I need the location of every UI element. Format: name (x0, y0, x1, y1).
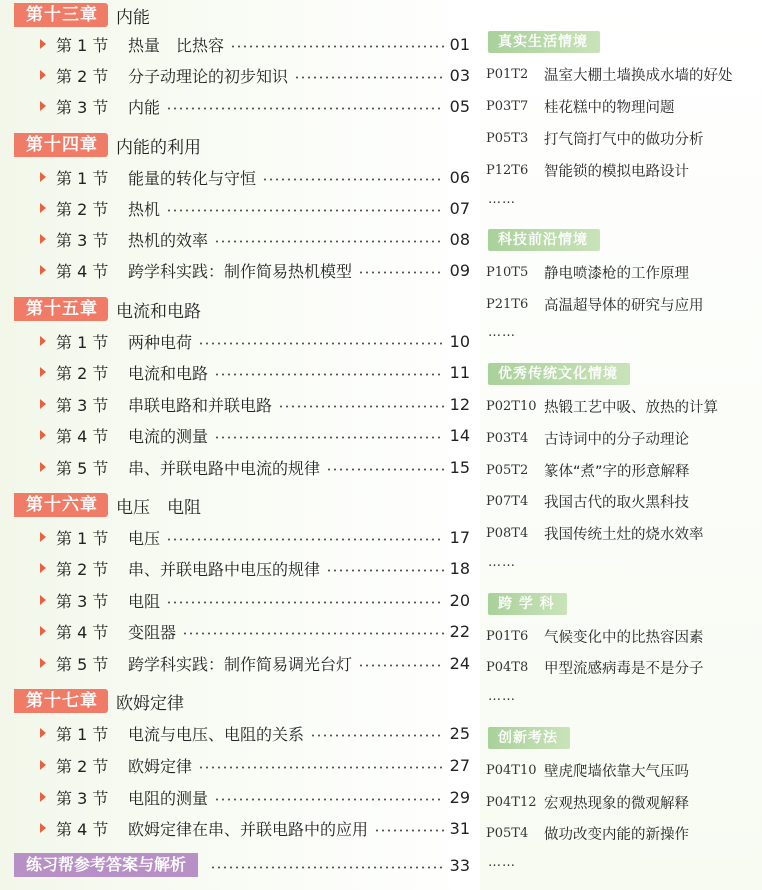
page-number: 08 (449, 229, 470, 249)
toc-entry[interactable] (40, 329, 470, 353)
item-text: 古诗词中的分子动理论 (544, 431, 689, 448)
section-number: 第 1 节 (56, 35, 109, 55)
section-title: 热量 比热容 (128, 35, 225, 55)
more-ellipsis: …… (488, 689, 516, 704)
item-code: P03T7 (486, 98, 529, 114)
section-number: 第 1 节 (56, 168, 109, 188)
bullet-arrow-icon (40, 234, 46, 244)
page-number: 15 (449, 457, 470, 477)
section-title: 电阻 (128, 591, 161, 611)
section-number: 第 3 节 (56, 97, 109, 117)
context-item[interactable] (486, 759, 758, 781)
section-number: 第 4 节 (56, 622, 109, 642)
toc-entry[interactable] (40, 651, 470, 675)
more-ellipsis: …… (488, 192, 516, 207)
section-title: 串、并联电路中电压的规律 (128, 559, 321, 579)
page-number: 27 (449, 755, 470, 775)
item-code: P10T5 (486, 264, 529, 280)
bullet-arrow-icon (40, 823, 46, 833)
section-title: 电流与电压、电阻的关系 (128, 724, 305, 744)
item-code: P04T10 (486, 762, 537, 778)
bullet-arrow-icon (40, 760, 46, 770)
page-number: 25 (449, 723, 470, 743)
toc-entry[interactable] (40, 455, 470, 479)
chapter-tag: 第十四章 (14, 133, 108, 157)
bullet-arrow-icon (40, 367, 46, 377)
context-tag-real-life: 真实生活情境 (488, 31, 600, 53)
page-number: 29 (449, 787, 470, 807)
context-item[interactable] (486, 656, 758, 678)
item-text: 我国古代的取火黑科技 (544, 494, 689, 511)
chapter-tag: 第十三章 (14, 3, 108, 27)
section-title: 热机的效率 (128, 230, 209, 250)
section-title: 变阻器 (128, 622, 177, 642)
item-code: P04T12 (486, 794, 537, 810)
section-title: 串、并联电路中电流的规律 (128, 458, 321, 478)
dot-leader (230, 45, 444, 48)
page-number: 03 (449, 65, 470, 85)
toc-entry[interactable] (40, 556, 470, 580)
bullet-arrow-icon (40, 728, 46, 738)
item-text: 气候变化中的比热容因素 (544, 629, 704, 646)
item-code: P08T4 (486, 525, 529, 541)
section-number: 第 2 节 (56, 66, 109, 86)
dot-leader (310, 734, 444, 737)
section-number: 第 2 节 (56, 199, 109, 219)
context-tag-cross-subject: 跨 学 科 (488, 593, 567, 615)
bullet-arrow-icon (40, 70, 46, 80)
section-title: 跨学科实践：制作简易热机模型 (128, 261, 353, 281)
toc-entry[interactable] (40, 94, 470, 118)
bullet-arrow-icon (40, 172, 46, 182)
section-number: 第 1 节 (56, 528, 109, 548)
item-text: 打气筒打气中的做功分析 (544, 131, 704, 148)
dot-leader (358, 271, 444, 274)
section-number: 第 4 节 (56, 261, 109, 281)
toc-entry[interactable] (40, 721, 470, 745)
page-number: 01 (449, 34, 470, 54)
context-item[interactable] (486, 261, 758, 283)
item-code: P05T4 (486, 825, 529, 841)
section-number: 第 4 节 (56, 426, 109, 446)
toc-entry[interactable] (40, 619, 470, 643)
bullet-arrow-icon (40, 792, 46, 802)
bullet-arrow-icon (40, 532, 46, 542)
item-text: 温室大棚土墙换成水墙的好处 (544, 67, 733, 84)
toc-entry[interactable] (40, 196, 470, 220)
chapter-title: 电流和电路 (116, 301, 201, 322)
section-title: 电流和电路 (128, 363, 209, 383)
page-number: 33 (449, 855, 470, 875)
item-text: 智能锁的模拟电路设计 (544, 163, 689, 180)
dot-leader (166, 601, 444, 604)
item-code: P02T10 (486, 398, 537, 414)
page-number: 18 (449, 558, 470, 578)
section-title: 两种电荷 (128, 332, 193, 352)
item-text: 桂花糕中的物理问题 (544, 99, 675, 116)
context-item[interactable] (486, 459, 758, 481)
context-item[interactable] (486, 490, 758, 512)
section-number: 第 3 节 (56, 591, 109, 611)
bullet-arrow-icon (40, 39, 46, 49)
context-item[interactable] (486, 395, 758, 417)
toc-entry[interactable] (40, 816, 470, 840)
toc-entry[interactable] (40, 392, 470, 416)
context-item[interactable] (486, 625, 758, 647)
section-title: 欧姆定律在串、并联电路中的应用 (128, 819, 369, 839)
section-title: 分子动理论的初步知识 (128, 66, 289, 86)
dot-leader (358, 664, 444, 667)
section-title: 串联电路和并联电路 (128, 395, 273, 415)
page-number: 14 (449, 425, 470, 445)
toc-entry[interactable] (40, 165, 470, 189)
chapter-title: 欧姆定律 (116, 693, 184, 714)
context-item[interactable] (486, 791, 758, 813)
bullet-arrow-icon (40, 203, 46, 213)
item-code: P05T3 (486, 130, 529, 146)
item-text: 篆体“煮”字的形意解释 (544, 463, 690, 480)
section-number: 第 3 节 (56, 230, 109, 250)
page-number: 24 (449, 653, 470, 673)
page-number: 20 (449, 590, 470, 610)
page-number: 07 (449, 198, 470, 218)
section-number: 第 2 节 (56, 559, 109, 579)
section-number: 第 3 节 (56, 788, 109, 808)
dot-leader (182, 632, 444, 635)
section-title: 电流的测量 (128, 426, 209, 446)
toc-entry[interactable] (40, 785, 470, 809)
more-ellipsis: …… (488, 855, 516, 870)
page-number: 22 (449, 621, 470, 641)
page-number: 17 (449, 527, 470, 547)
item-text: 我国传统土灶的烧水效率 (544, 526, 704, 543)
toc-entry[interactable] (40, 588, 470, 612)
item-code: P05T2 (486, 462, 529, 478)
item-code: P04T8 (486, 659, 529, 675)
toc-entry[interactable] (40, 32, 470, 56)
dot-leader (198, 342, 444, 345)
chapter-15-heading[interactable] (14, 296, 201, 322)
page-number: 06 (449, 167, 470, 187)
context-item[interactable] (486, 522, 758, 544)
item-code: P21T6 (486, 296, 529, 312)
section-number: 第 5 节 (56, 654, 109, 674)
bullet-arrow-icon (40, 430, 46, 440)
context-item[interactable] (486, 63, 758, 85)
context-item[interactable] (486, 822, 758, 844)
page-number: 12 (449, 394, 470, 414)
dot-leader (198, 766, 444, 769)
page-number: 10 (449, 331, 470, 351)
item-text: 宏观热现象的微观解释 (544, 795, 689, 812)
bullet-arrow-icon (40, 101, 46, 111)
context-item[interactable] (486, 427, 758, 449)
dot-leader (214, 798, 444, 801)
section-number: 第 2 节 (56, 363, 109, 383)
item-text: 做功改变内能的新操作 (544, 826, 689, 843)
bullet-arrow-icon (40, 462, 46, 472)
dot-leader (166, 209, 444, 212)
bullet-arrow-icon (40, 563, 46, 573)
dot-leader (214, 373, 444, 376)
chapter-tag: 第十六章 (14, 493, 108, 517)
dot-leader (166, 107, 444, 110)
section-number: 第 1 节 (56, 332, 109, 352)
toc-entry[interactable] (40, 423, 470, 447)
item-text: 热锻工艺中吸、放热的计算 (544, 399, 718, 416)
chapter-title: 电压 电阻 (116, 497, 201, 518)
dot-leader (326, 569, 444, 572)
dot-leader (374, 829, 444, 832)
bullet-arrow-icon (40, 658, 46, 668)
chapter-title: 内能的利用 (116, 137, 201, 158)
item-text: 静电喷漆枪的工作原理 (544, 265, 689, 282)
section-number: 第 5 节 (56, 458, 109, 478)
item-code: P01T2 (486, 66, 529, 82)
item-text: 高温超导体的研究与应用 (544, 297, 704, 314)
chapter-17-heading[interactable] (14, 688, 184, 714)
item-code: P01T6 (486, 628, 529, 644)
section-title: 欧姆定律 (128, 756, 193, 776)
item-text: 壁虎爬墙依靠大气压吗 (544, 763, 689, 780)
section-title: 电压 (128, 528, 161, 548)
toc-entry[interactable] (40, 63, 470, 87)
dot-leader (214, 240, 444, 243)
toc-entry[interactable] (40, 227, 470, 251)
section-title: 能量的转化与守恒 (128, 168, 257, 188)
chapter-13-heading[interactable] (14, 2, 150, 28)
section-title: 跨学科实践：制作简易调光台灯 (128, 654, 353, 674)
dot-leader (326, 468, 444, 471)
bullet-arrow-icon (40, 265, 46, 275)
page-number: 09 (449, 260, 470, 280)
page-number: 11 (449, 362, 470, 382)
dot-leader (210, 866, 444, 869)
toc-entry[interactable] (40, 525, 470, 549)
section-number: 第 2 节 (56, 756, 109, 776)
section-title: 内能 (128, 97, 161, 117)
more-ellipsis: …… (488, 325, 516, 340)
context-tag-tech: 科技前沿情境 (488, 229, 600, 251)
bullet-arrow-icon (40, 336, 46, 346)
bullet-arrow-icon (40, 626, 46, 636)
section-title: 热机 (128, 199, 161, 219)
dot-leader (166, 538, 444, 541)
context-tag-culture: 优秀传统文化情境 (488, 363, 630, 385)
chapter-14-heading[interactable] (14, 132, 201, 158)
dot-leader (262, 178, 444, 181)
section-number: 第 4 节 (56, 819, 109, 839)
page-number: 05 (449, 96, 470, 116)
section-number: 第 3 节 (56, 395, 109, 415)
context-item[interactable] (486, 159, 758, 181)
context-item[interactable] (486, 95, 758, 117)
chapter-title: 内能 (116, 7, 150, 28)
dot-leader (214, 436, 444, 439)
bullet-arrow-icon (40, 399, 46, 409)
answer-key-label: 练习帮参考答案与解析 (14, 853, 198, 877)
context-item[interactable] (486, 293, 758, 315)
toc-entry[interactable] (40, 258, 470, 282)
chapter-tag: 第十七章 (14, 689, 108, 713)
page-number: 31 (449, 818, 470, 838)
item-text: 甲型流感病毒是不是分子 (544, 660, 704, 677)
toc-entry[interactable] (40, 753, 470, 777)
dot-leader (294, 76, 444, 79)
section-number: 第 1 节 (56, 724, 109, 744)
chapter-16-heading[interactable] (14, 492, 201, 518)
chapter-tag: 第十五章 (14, 297, 108, 321)
context-tag-innovative: 创新考法 (488, 727, 570, 749)
more-ellipsis: …… (488, 555, 516, 570)
item-code: P03T4 (486, 430, 529, 446)
section-title: 电阻的测量 (128, 788, 209, 808)
context-item[interactable] (486, 127, 758, 149)
answer-key-entry[interactable] (14, 852, 470, 878)
item-code: P07T4 (486, 493, 529, 509)
dot-leader (278, 405, 444, 408)
item-code: P12T6 (486, 162, 529, 178)
toc-entry[interactable] (40, 360, 470, 384)
bullet-arrow-icon (40, 595, 46, 605)
